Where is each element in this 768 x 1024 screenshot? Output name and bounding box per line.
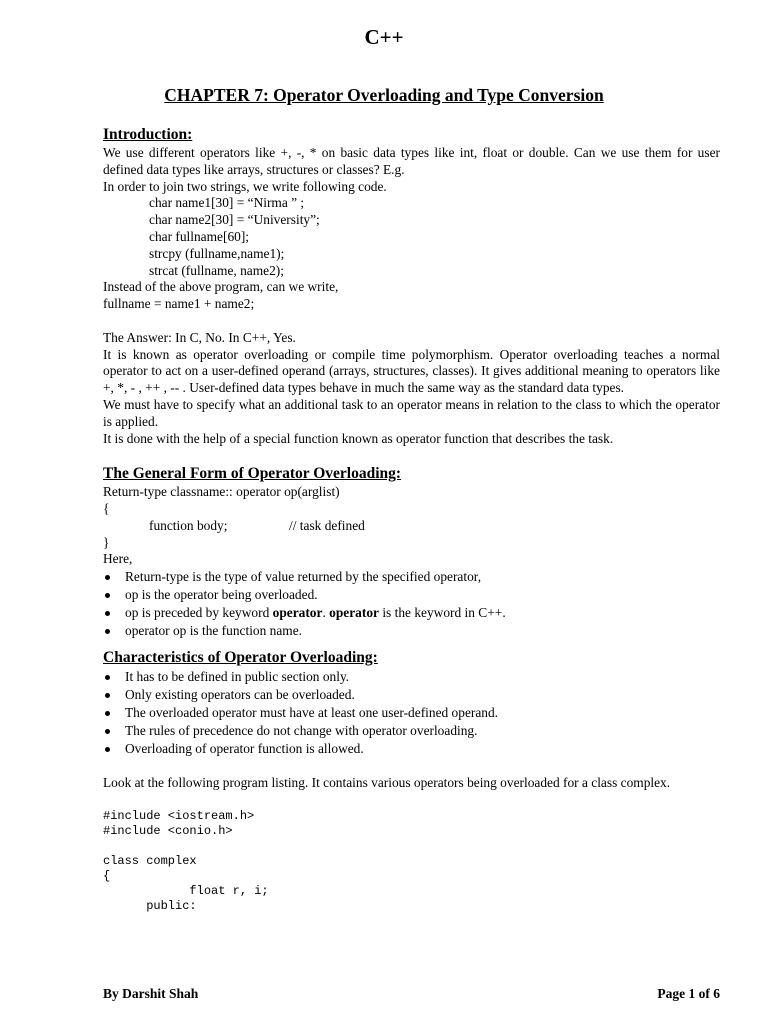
paragraph: We must have to specify what an additional task to an operator means in relation to the class to which the operator is applied. [103,396,720,429]
list-item: Overloading of operator function is allowed. [103,740,720,758]
bullet-icon [105,729,110,734]
syntax-brace: { [103,500,110,516]
paragraph: Here, [103,551,133,567]
bullet-icon [105,747,110,752]
page-footer [103,986,720,1003]
paragraph: We use different operators like +, -, * on basic data types like int, float or double. Can we use them for user defined data types like arrays, structures or classes? E.g. [103,145,720,177]
answer-line: The Answer: In C, No. In C++, Yes. [103,329,296,345]
syntax-body: function body; [149,517,228,533]
paragraph: It is known as operator overloading or compile time polymorphism. Operator overloading teaches a normal operator to act on a user-defined operand (arrays, structures, classes). It gives additional meaning to operators like +, *, - , ++ , -- . User-defined data types behave in much the same way as the standard data types. [103,346,720,396]
syntax-body-row [103,518,720,535]
document-body [103,125,720,914]
syntax-comment: // task defined [289,517,365,533]
list-item: operator op is the function name. [103,622,720,640]
code-line: fullname = name1 + name2; [103,296,255,312]
code-line: char name2[30] = “University”; [149,212,320,228]
code-line: char fullname[60]; [149,228,250,244]
paragraph: It is done with the help of a special function known as operator function that describes the task. [103,430,614,446]
bullet-icon [105,611,110,616]
footer-author: By Darshit Shah [103,986,199,1001]
list-item: The rules of precedence do not change with operator overloading. [103,722,720,740]
bullet-icon [105,675,110,680]
section-heading-characteristics: Characteristics of Operator Overloading: [103,649,378,667]
paragraph: Instead of the above program, can we write, [103,279,339,295]
list-item: op is preceded by keyword operator. operator is the keyword in C++. [103,604,720,622]
list-item: op is the operator being overloaded. [103,586,720,604]
syntax-brace: } [103,534,110,550]
code-line: strcat (fullname, name2); [149,262,284,278]
section-heading-general-form: The General Form of Operator Overloading: [103,465,402,483]
list-item: It has to be defined in public section only. [103,668,720,686]
bullet-list [103,668,720,758]
bullet-icon [105,711,110,716]
list-item: Return-type is the type of value returned by the specified operator, [103,568,720,586]
list-item: The overloaded operator must have at least one user-defined operand. [103,704,720,722]
list-item: Only existing operators can be overloaded. [103,686,720,704]
bullet-icon [105,593,110,598]
syntax-line: Return-type classname:: operator op(arglist) [103,484,340,500]
bullet-list [103,568,720,640]
footer-page-number: Page 1 of 6 [657,986,720,1001]
bullet-icon [105,693,110,698]
code-line: char name1[30] = “Nirma ” ; [149,195,305,211]
document-header-title: C++ [364,25,404,49]
bullet-icon [105,629,110,634]
section-heading-introduction: Introduction: [103,126,193,143]
bullet-icon [105,575,110,580]
paragraph: Look at the following program listing. It contains various operators being overloaded for a class complex. [103,774,671,790]
paragraph: In order to join two strings, we write following code. [103,178,387,194]
code-line: strcpy (fullname,name1); [149,245,285,261]
chapter-title: CHAPTER 7: Operator Overloading and Type Conversion [164,85,604,105]
code-listing: #include <iostream.h> #include <conio.h> class complex { float r, i; public: [103,808,269,913]
